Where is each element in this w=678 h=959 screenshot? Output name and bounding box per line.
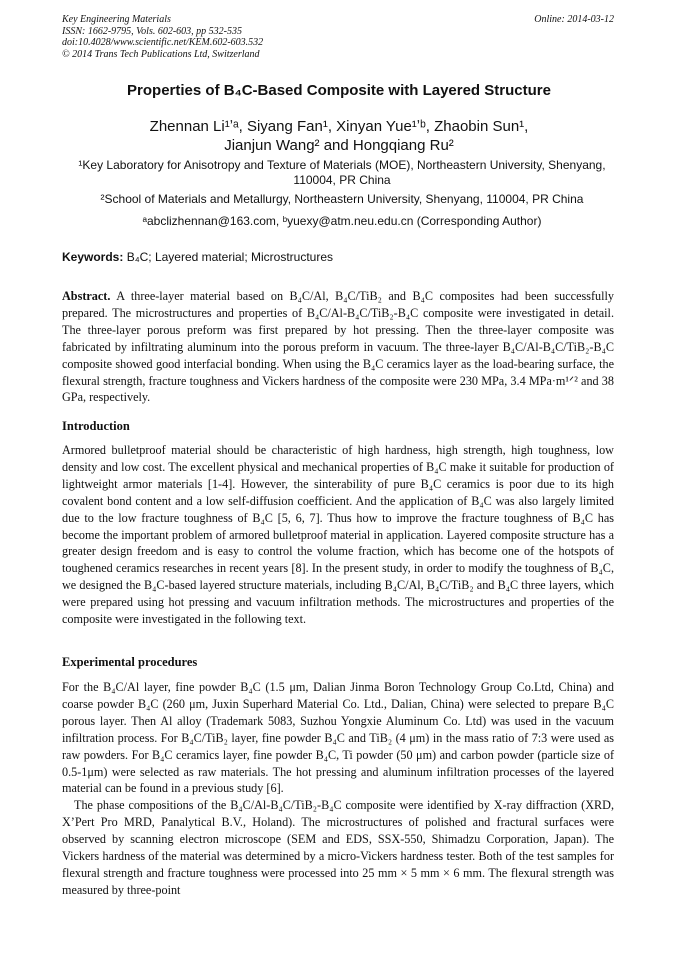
experimental-heading: Experimental procedures	[62, 655, 198, 669]
journal-name: Key Engineering Materials	[62, 14, 171, 25]
experimental-body	[62, 679, 614, 899]
introduction-body	[62, 442, 614, 628]
introduction-heading: Introduction	[62, 419, 130, 433]
affiliation-2: ²School of Materials and Metallurgy, Northeastern University, Shenyang, 110004, PR China	[100, 192, 584, 206]
author-emails[interactable]: ᵃabclizhennan@163.com, ᵇyuexy@atm.neu.edu.cn (Corresponding Author)	[142, 214, 542, 228]
keywords-label: Keywords:	[62, 250, 124, 264]
introduction-paragraph: Armored bulletproof material should be characteristic of high hardness, high strength, high toughness, low density and low cost. The excellent physical and mechanical properties of B₄C make it suitable for production of lightweight armor materials [1-4]. However, the sinterability of pure B₄C ceramics is poor due to its high covalent bond content and a low self-diffusion coefficient. And the application of B₄C was also largely limited due to the low fracture toughness of B₄C [5, 6, 7]. Thus how to improve the fracture toughness of B₄C has become the important problem of armored bulletproof material in application. Layered composite structure has a greater design freedom and is easy to control the volume fraction, which has become one of the hotspots of toughened ceramics researches in recent years [8]. In the present study, in order to modify the toughness of B₄C, we designed the B₄C-based layered structure materials, including B₄C/Al, B₄C/TiB₂ and B₄C three layers, which were prepared using hot pressing and vacuum infiltration methods. The microstructures and properties of the composite were investigated in the following text.	[62, 443, 614, 627]
abstract	[62, 288, 614, 406]
authors-line-2: Jianjun Wang² and Hongqiang Ru²	[224, 137, 454, 154]
journal-metadata	[62, 14, 263, 60]
abstract-text: A three-layer material based on B₄C/Al, B₄C/TiB₂ and B₄C composites had been successfully prepared. The microstructures and properties of B₄C/Al-B₄C/TiB₂-B₄C composite were investigated in detail. The three-layer porous preform was first prepared by hot pressing. Then the three-layer composite was fabricated by infiltrating aluminum into the porous preform in vacuum. The three-layer B₄C/Al-B₄C/TiB₂-B₄C composite showed good interfacial bonding. When using the B₄C ceramics layer as the load-bearing surface, the flexural strength, fracture toughness and Vickers hardness of the composite were 230 MPa, 3.4 MPa·m¹ᐟ² and 38 GPa, respectively.	[62, 289, 614, 405]
abstract-label: Abstract.	[62, 289, 111, 303]
experimental-paragraph-2: The phase compositions of the B₄C/Al-B₄C/TiB₂-B₄C composite were identified by X-ray diffraction (XRD, X’Pert Pro MRD, Panalytical B.V., Holand). The microstructures of polished and fractural surfaces were observed by scanning electron microscope (SEM and EDS, SSX-550, Shimadzu Corporation, Japan). The Vickers hardness of the material was determined by a micro-Vickers hardness tester. Both of the test samples for flexural strength and fracture toughness were processed into 25 mm × 5 mm × 6 mm. The flexural strength was measured by three-point	[62, 798, 614, 897]
keywords-line	[62, 250, 333, 264]
doi-line[interactable]: doi:10.4028/www.scientific.net/KEM.602-603.532	[62, 37, 264, 48]
issn-line: ISSN: 1662-9795, Vols. 602-603, pp 532-535	[62, 25, 242, 37]
keywords-text: B₄C; Layered material; Microstructures	[126, 250, 333, 264]
affiliation-1: ¹Key Laboratory for Anisotropy and Texture of Materials (MOE), Northeastern University, Shenyang, 110004, PR China	[78, 158, 606, 187]
online-date: Online: 2014-03-12	[534, 14, 614, 25]
experimental-paragraph-1: For the B₄C/Al layer, fine powder B₄C (1.5 μm, Dalian Jinma Boron Technology Group Co.Ltd, China) and coarse powder B₄C (260 μm, Juxin Superhard Material Co. Ltd., Dalian, China) were selected to prepare B₄C porous layer. Then Al alloy (Trademark 5083, Suzhou Yongxie Aluminum Co. Ltd) was used in the vacuum infiltration process. For B₄C/TiB₂ layer, fine powder B₄C and TiB₂ (4 μm) in the mass ratio of 7:3 were used as raw powders. For B₄C ceramics layer, fine powder B₄C, Ti powder (50 μm) and carbon powder (particle size of 0.5-1μm) were selected as raw materials. The hot pressing and aluminum infiltration processes of the layered material can be found in a previous study [6].	[62, 680, 614, 796]
paper-title: Properties of B₄C-Based Composite with Layered Structure	[127, 82, 551, 99]
authors-line-1: Zhennan Li¹ʼᵃ, Siyang Fan¹, Xinyan Yue¹ʼᵇ, Zhaobin Sun¹,	[149, 118, 529, 135]
copyright-line: © 2014 Trans Tech Publications Ltd, Switzerland	[62, 48, 260, 60]
author-list	[0, 117, 678, 155]
